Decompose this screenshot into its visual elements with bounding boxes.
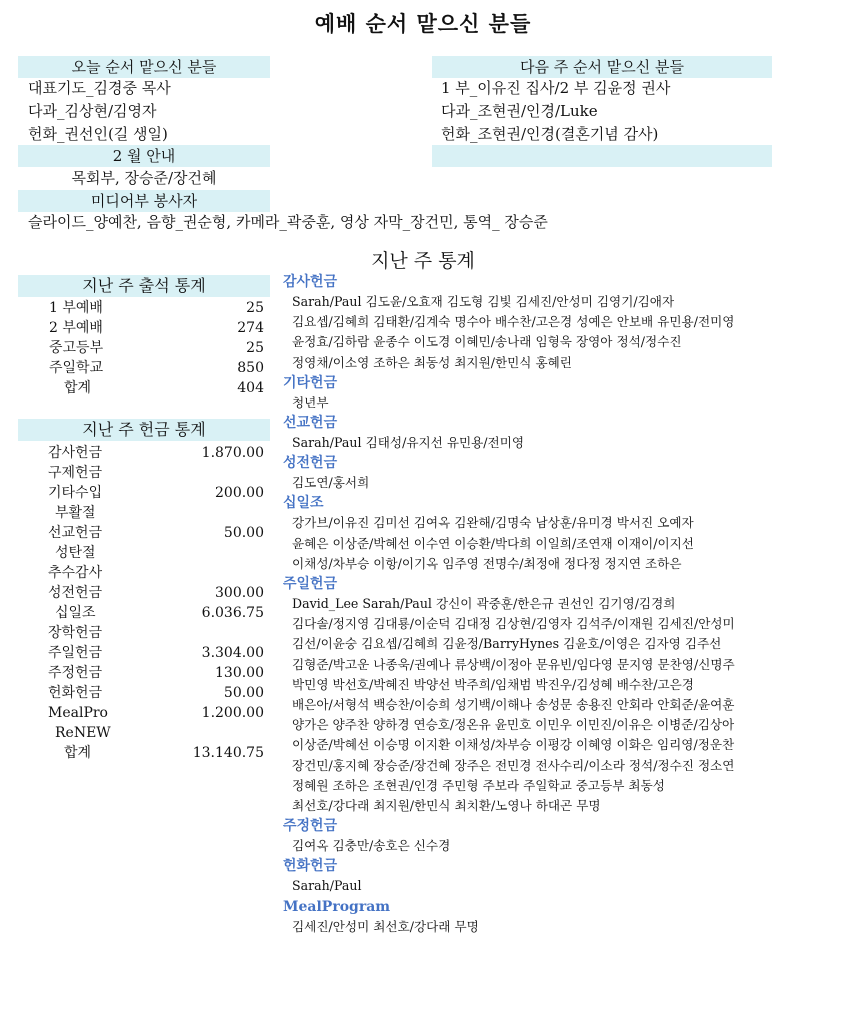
offering-value: 6.036.75	[201, 605, 264, 621]
offering-value: 1.200.00	[201, 705, 264, 721]
offering-label: MealPro	[48, 705, 108, 721]
table-row	[18, 603, 264, 623]
table-row	[18, 643, 264, 663]
donor-section-title: 헌화헌금	[283, 858, 338, 875]
donor-section	[283, 413, 839, 453]
offering-label: 선교헌금	[48, 525, 103, 541]
offering-table	[18, 443, 264, 763]
attendance-table	[18, 298, 264, 398]
donor-list	[283, 272, 839, 937]
table-row	[18, 563, 264, 583]
donor-section	[283, 453, 839, 493]
offering-label: 성탄절	[55, 545, 96, 561]
donor-line: 정영채/이소영 조하은 최동성 최지원/한민식 홍혜린	[292, 354, 572, 370]
attendance-value: 25	[246, 300, 264, 316]
media-line: 슬라이드_양예찬, 음향_권순형, 카메라_곽중훈, 영상 자막_장건민, 통역_ 장승준	[28, 213, 548, 231]
donor-line: 김도연/홍서희	[292, 475, 370, 491]
table-row	[18, 378, 264, 398]
offering-value: 200.00	[215, 485, 264, 501]
table-row	[18, 623, 264, 643]
donor-section	[283, 816, 839, 856]
donor-line: 이상준/박혜선 이승명 이지환 이채성/차부승 이평강 이혜영 이화은 임리영/정운찬	[292, 737, 735, 753]
table-row	[18, 358, 264, 378]
table-row	[18, 683, 264, 703]
donor-section-title: 선교헌금	[283, 415, 338, 432]
next-week-line: 1 부_이유진 집사/2 부 김윤정 권사	[441, 79, 671, 97]
offering-value: 50.00	[223, 685, 264, 701]
offering-label: 추수감사	[48, 565, 103, 581]
offering-value: 3.304.00	[201, 645, 264, 661]
table-row	[18, 543, 264, 563]
table-row	[18, 338, 264, 358]
donor-section-title: 주일헌금	[283, 576, 338, 593]
table-row	[18, 463, 264, 483]
donor-line: Sarah/Paul	[292, 878, 362, 894]
offering-value: 50.00	[223, 525, 264, 541]
offering-label: 장학헌금	[48, 625, 103, 641]
donor-line: David_Lee Sarah/Paul 강신이 곽중훈/한은규 권선인 김기영/김경희	[292, 596, 676, 612]
table-row	[18, 743, 264, 763]
donor-line: Sarah/Paul 김태성/유지선 유민용/전미영	[292, 435, 525, 451]
donor-line: Sarah/Paul 김도윤/오효재 김도형 김빛 김세진/안성미 김영기/김애자	[292, 294, 675, 309]
donor-line: 박민영 박선호/박혜진 박양선 박주희/임채범 박진우/김성혜 배수찬/고은경	[292, 676, 694, 692]
donor-section	[283, 897, 839, 937]
donor-line: 김여옥 김충만/송호은 신수경	[292, 838, 451, 854]
offering-value: 300.00	[215, 585, 264, 601]
offering-value: 1.870.00	[201, 445, 264, 461]
donor-section-title: 주정헌금	[283, 818, 338, 835]
february-line: 목회부, 장승준/장건혜	[71, 169, 217, 187]
offering-label: 감사헌금	[48, 445, 103, 461]
today-line: 대표기도_김경중 목사	[28, 79, 171, 97]
offering-label: 기타수입	[48, 485, 103, 501]
offering-label: 성전헌금	[48, 585, 103, 601]
donor-line: 김다솔/정지영 김대룡/이순덕 김대정 김상현/김영자 김석주/이재원 김세진/안성미	[292, 616, 735, 632]
donor-section	[283, 493, 839, 574]
donor-line: 최선호/강다래 최지원/한민식 최치환/노영나 하대곤 무명	[292, 798, 601, 814]
donor-section-title: 성전헌금	[283, 455, 338, 472]
donor-line: 청년부	[292, 394, 329, 410]
donor-line: 김선/이윤숭 김요셉/김혜희 김윤정/BarryHynes 김윤호/이영은 김자영 김주선	[292, 636, 722, 652]
february-header: 2 월 안내	[18, 145, 270, 167]
attendance-label: 1 부예배	[49, 300, 103, 316]
donor-line: 김요셉/김혜희 김태환/김계숙 명수아 배수찬/고은경 성예은 안보배 유민용/전미영	[292, 314, 735, 330]
attendance-value: 25	[246, 340, 264, 356]
donor-line: 이채성/차부승 이항/이기옥 임주영 전명수/최정애 정다정 정지연 조하은	[292, 555, 682, 571]
table-row	[18, 443, 264, 463]
table-row	[18, 583, 264, 603]
donor-section	[283, 373, 839, 413]
today-line: 다과_김상현/김영자	[28, 102, 157, 120]
donor-line: 강가브/이유진 김미선 김여옥 김완해/김명숙 남상훈/유미경 박서진 오예자	[292, 515, 694, 531]
offering-header: 지난 주 헌금 통계	[18, 419, 270, 441]
donor-section	[283, 574, 839, 816]
donor-line: 배은아/서형석 백승찬/이승희 성기백/이해나 송성문 송용진 안회라 안회준/윤여훈	[292, 697, 735, 713]
table-row	[18, 483, 264, 503]
offering-value: 13.140.75	[192, 745, 264, 761]
table-row	[18, 298, 264, 318]
table-row	[18, 703, 264, 723]
offering-label: 주일헌금	[48, 645, 103, 661]
donor-line: 김세진/안성미 최선호/강다래 무명	[292, 918, 479, 934]
last-week-title: 지난 주 통계	[371, 250, 475, 272]
donor-line: 윤혜은 이상준/박혜선 이수연 이승환/박다희 이일희/조연재 이재이/이지선	[292, 535, 694, 551]
next-week-line: 헌화_조현권/인경(결혼기념 감사)	[441, 125, 659, 143]
media-header: 미디어부 봉사자	[18, 190, 270, 212]
donor-line: 정혜원 조하은 조현권/인경 주민형 주보라 주일학교 중고등부 최동성	[292, 777, 665, 793]
attendance-label: 중고등부	[49, 340, 104, 356]
attendance-value: 274	[237, 320, 264, 336]
donor-section	[283, 856, 839, 896]
today-header: 오늘 순서 맡으신 분들	[18, 56, 270, 78]
donor-line: 양가은 양주찬 양하경 연승호/정온유 윤민호 이민우 이민진/이유은 이병준/김상아	[292, 717, 735, 733]
donor-section-title: 십일조	[283, 495, 324, 512]
empty-bar	[432, 145, 772, 167]
today-line: 헌화_권선인(길 생일)	[28, 125, 168, 143]
attendance-label: 2 부예배	[49, 320, 103, 336]
offering-label: 부활절	[55, 505, 96, 521]
donor-line: 장건민/홍지혜 장승준/장건혜 장주은 전민경 전사수리/이소라 정석/정수진 정소연	[292, 757, 735, 773]
offering-label: 합계	[64, 745, 92, 761]
donor-section-title: MealProgram	[283, 898, 391, 915]
donor-section-title: 기타헌금	[283, 374, 338, 391]
donor-section-title: 감사헌금	[283, 274, 338, 290]
offering-value: 130.00	[215, 665, 264, 681]
attendance-label: 주일학교	[49, 360, 104, 376]
offering-label: 구제헌금	[48, 465, 103, 481]
next-week-line: 다과_조현권/인경/Luke	[441, 102, 598, 120]
donor-section	[283, 272, 839, 373]
table-row	[18, 663, 264, 683]
attendance-value: 850	[237, 360, 264, 376]
page-title: 예배 순서 맡으신 분들	[314, 11, 532, 36]
table-row	[18, 503, 264, 523]
attendance-value: 404	[237, 380, 264, 396]
attendance-label: 합계	[64, 380, 92, 396]
attendance-header: 지난 주 출석 통계	[18, 275, 270, 297]
offering-label: ReNEW	[55, 725, 111, 741]
donor-line: 김형준/박고운 나종욱/권예나 류상백/이정아 문유빈/임다영 문지영 문찬영/신명주	[292, 656, 735, 672]
offering-label: 십일조	[55, 605, 96, 621]
table-row	[18, 523, 264, 543]
donor-line: 윤정효/김하람 윤종수 이도경 이혜민/송나래 임형욱 장영아 정석/정수진	[292, 334, 682, 350]
table-row	[18, 723, 264, 743]
table-row	[18, 318, 264, 338]
offering-label: 주정헌금	[48, 665, 103, 681]
next-week-header: 다음 주 순서 맡으신 분들	[432, 56, 772, 78]
offering-label: 헌화헌금	[48, 685, 103, 701]
